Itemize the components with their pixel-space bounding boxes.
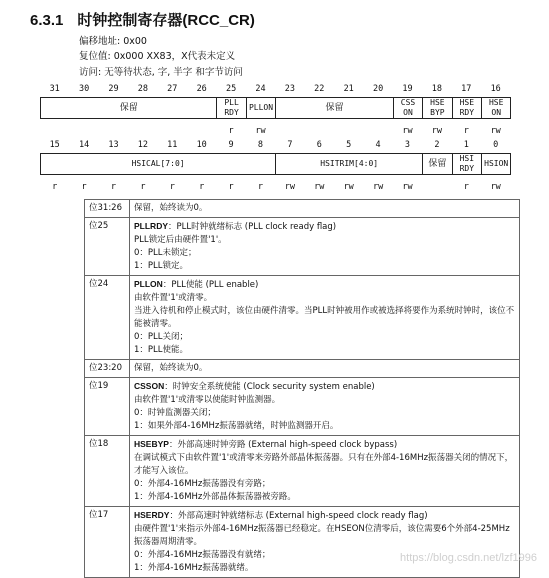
description-line: 1：PLL锁定。 [134, 261, 189, 271]
access-type: r [110, 182, 117, 192]
bit-number: 20 [372, 84, 384, 94]
access-info: 访问: 无等待状态, 字, 半字 和字节访问 [79, 67, 243, 78]
bit-number: 25 [225, 84, 237, 94]
field-name: HSEBYP [134, 439, 169, 449]
field-title: ：时钟安全系统使能 (Clock security system enable) [164, 382, 375, 392]
register-field: HSE RDY [452, 97, 482, 119]
description-line: 由软件置'1'或清零。 [134, 293, 213, 303]
bit-range: 位24 [85, 276, 130, 360]
bit-description [130, 200, 520, 218]
bit-range: 位23:20 [85, 360, 130, 378]
bit-number: 4 [375, 140, 381, 150]
bit-number: 24 [255, 84, 266, 94]
access-type: r [228, 182, 234, 192]
bit-description [130, 507, 520, 578]
reset-value: 复位值: 0x000 XX83，X代表未定义 [79, 51, 236, 62]
bit-number: 5 [346, 140, 352, 150]
offset-address: 偏移地址: 0x00 [79, 36, 147, 47]
bit-numbers-low [0, 140, 549, 152]
access-type: r [463, 182, 469, 192]
description-line: 0：外部4-16MHz振荡器没有旁路； [134, 479, 271, 489]
bit-number: 7 [287, 140, 293, 150]
description-line: 保留，始终读为0。 [134, 363, 208, 373]
field-title: ：PLL使能 (PLL enable) [162, 280, 259, 290]
description-row [85, 360, 520, 378]
bit-number: 15 [49, 140, 60, 150]
bit-description [130, 276, 520, 360]
description-line: 1：外部4-16MHz振荡器就绪。 [134, 563, 254, 573]
bit-number: 18 [431, 84, 442, 94]
section-title: 时钟控制寄存器(RCC_CR) [77, 12, 255, 29]
field-name: CSSON [134, 381, 165, 391]
access-type: rw [314, 182, 325, 192]
register-field: HSION [481, 153, 511, 175]
description-row [85, 378, 520, 436]
access-type: rw [343, 182, 354, 192]
register-field: CSS ON [393, 97, 423, 119]
bit-number: 3 [404, 140, 411, 150]
access-type: r [52, 182, 58, 192]
register-field: 保留 [422, 153, 452, 175]
bit-range: 位19 [85, 378, 130, 436]
description-line: 0：时钟监测器关闭； [134, 408, 216, 418]
field-name: PLLON [134, 279, 163, 289]
bit-number: 26 [196, 84, 207, 94]
access-type: rw [431, 126, 442, 136]
bit-number: 21 [343, 84, 354, 94]
bit-numbers-high [0, 84, 549, 96]
field-title: ：外部高速时钟旁路 (External high-speed clock bypass) [168, 440, 398, 450]
access-type: rw [372, 182, 384, 192]
access-type: r [257, 182, 264, 192]
access-type: rw [402, 182, 413, 192]
access-type: rw [255, 126, 266, 136]
access-row-low [0, 182, 549, 194]
description-line: 在调试模式下由软件置'1'或清零来旁路外部晶体振荡器。只有在外部4-16MHz振荡器关闭的情况下，才能写入该位。 [134, 453, 514, 476]
bit-description [130, 378, 520, 436]
bit-description-table [84, 199, 520, 578]
access-type: r [228, 126, 234, 136]
access-row-high [0, 126, 549, 138]
bit-number: 31 [49, 84, 60, 94]
bit-number: 12 [137, 140, 148, 150]
bit-range: 位31:26 [85, 200, 130, 218]
bit-number: 17 [461, 84, 472, 94]
register-field: PLL RDY [216, 97, 246, 119]
bit-number: 19 [402, 84, 413, 94]
bit-number: 10 [196, 140, 207, 150]
description-line: 由软件置'1'或清零以使能时钟监测器。 [134, 395, 281, 405]
bit-number: 8 [257, 140, 264, 150]
description-line: 1：PLL使能。 [134, 345, 189, 355]
description-row [85, 507, 520, 578]
bit-number: 6 [316, 140, 322, 150]
bit-number: 23 [284, 84, 295, 94]
register-field: 保留 [40, 97, 217, 119]
bit-range: 位17 [85, 507, 130, 578]
bit-number: 22 [314, 84, 325, 94]
register-field: 保留 [275, 97, 394, 119]
bit-range: 位25 [85, 218, 130, 276]
description-row [85, 276, 520, 360]
register-field: HSITRIM[4:0] [275, 153, 423, 175]
register-field: HSE ON [481, 97, 511, 119]
field-name: PLLRDY [134, 221, 168, 231]
access-type: rw [284, 182, 295, 192]
description-line: 0：PLL未锁定； [134, 248, 197, 258]
bit-number: 13 [108, 140, 119, 150]
description-line: 保留，始终读为0。 [134, 203, 208, 213]
bit-description [130, 436, 520, 507]
bit-number: 9 [228, 140, 234, 150]
register-field: HSE BYP [422, 97, 452, 119]
register-field: HSI RDY [452, 153, 482, 175]
register-field: HSICAL[7:0] [40, 153, 276, 175]
register-field: PLLON [246, 97, 276, 119]
watermark: https://blog.csdn.net/lzf1996 [400, 552, 537, 564]
bit-number: 11 [167, 140, 178, 150]
access-type: rw [490, 126, 501, 136]
description-row [85, 200, 520, 218]
bit-number: 16 [490, 84, 501, 94]
description-row [85, 218, 520, 276]
bit-number: 14 [78, 140, 90, 150]
bit-number: 30 [78, 84, 90, 94]
description-row [85, 436, 520, 507]
description-line: 0：外部4-16MHz振荡器没有就绪； [134, 550, 271, 560]
access-type: r [81, 182, 87, 192]
access-type: r [463, 126, 469, 136]
bit-number: 27 [167, 84, 178, 94]
bit-number: 0 [493, 140, 499, 150]
field-name: HSERDY [134, 510, 170, 520]
description-line: 由硬件置'1'来指示外部4-16MHz振荡器已经稳定。在HSEON位清零后，该位需要6个外部4-25MHz振荡器周期清零。 [134, 524, 510, 547]
description-line: PLL锁定后由硬件置'1'。 [134, 235, 227, 245]
description-line: 0：PLL关闭； [134, 332, 189, 342]
bit-number: 29 [108, 84, 119, 94]
access-type: r [199, 182, 205, 192]
access-type: rw [402, 126, 413, 136]
bit-number: 28 [137, 84, 148, 94]
description-line: 1：如果外部4-16MHz振荡器就绪，时钟监测器开启。 [134, 421, 339, 431]
bit-description [130, 360, 520, 378]
bit-number: 1 [463, 140, 469, 150]
bit-range: 位18 [85, 436, 130, 507]
access-type: rw [490, 182, 501, 192]
field-title: ：PLL时钟就绪标志 (PLL clock ready flag) [168, 222, 337, 232]
description-line: 当进入待机和停止模式时，该位由硬件清零。当PLL时钟被用作或被选择将要作为系统时钟时，该位不能被清零。 [134, 306, 515, 329]
access-type: r [169, 182, 175, 192]
bit-number: 2 [434, 140, 440, 150]
section-number: 6.3.1 [30, 12, 64, 29]
access-type: r [140, 182, 146, 192]
section-heading [30, 9, 255, 30]
description-line: 1：外部4-16MHz外部晶体振荡器被旁路。 [134, 492, 296, 502]
field-title: ：外部高速时钟就绪标志 (External high-speed clock ready flag) [169, 511, 428, 521]
bit-description [130, 218, 520, 276]
